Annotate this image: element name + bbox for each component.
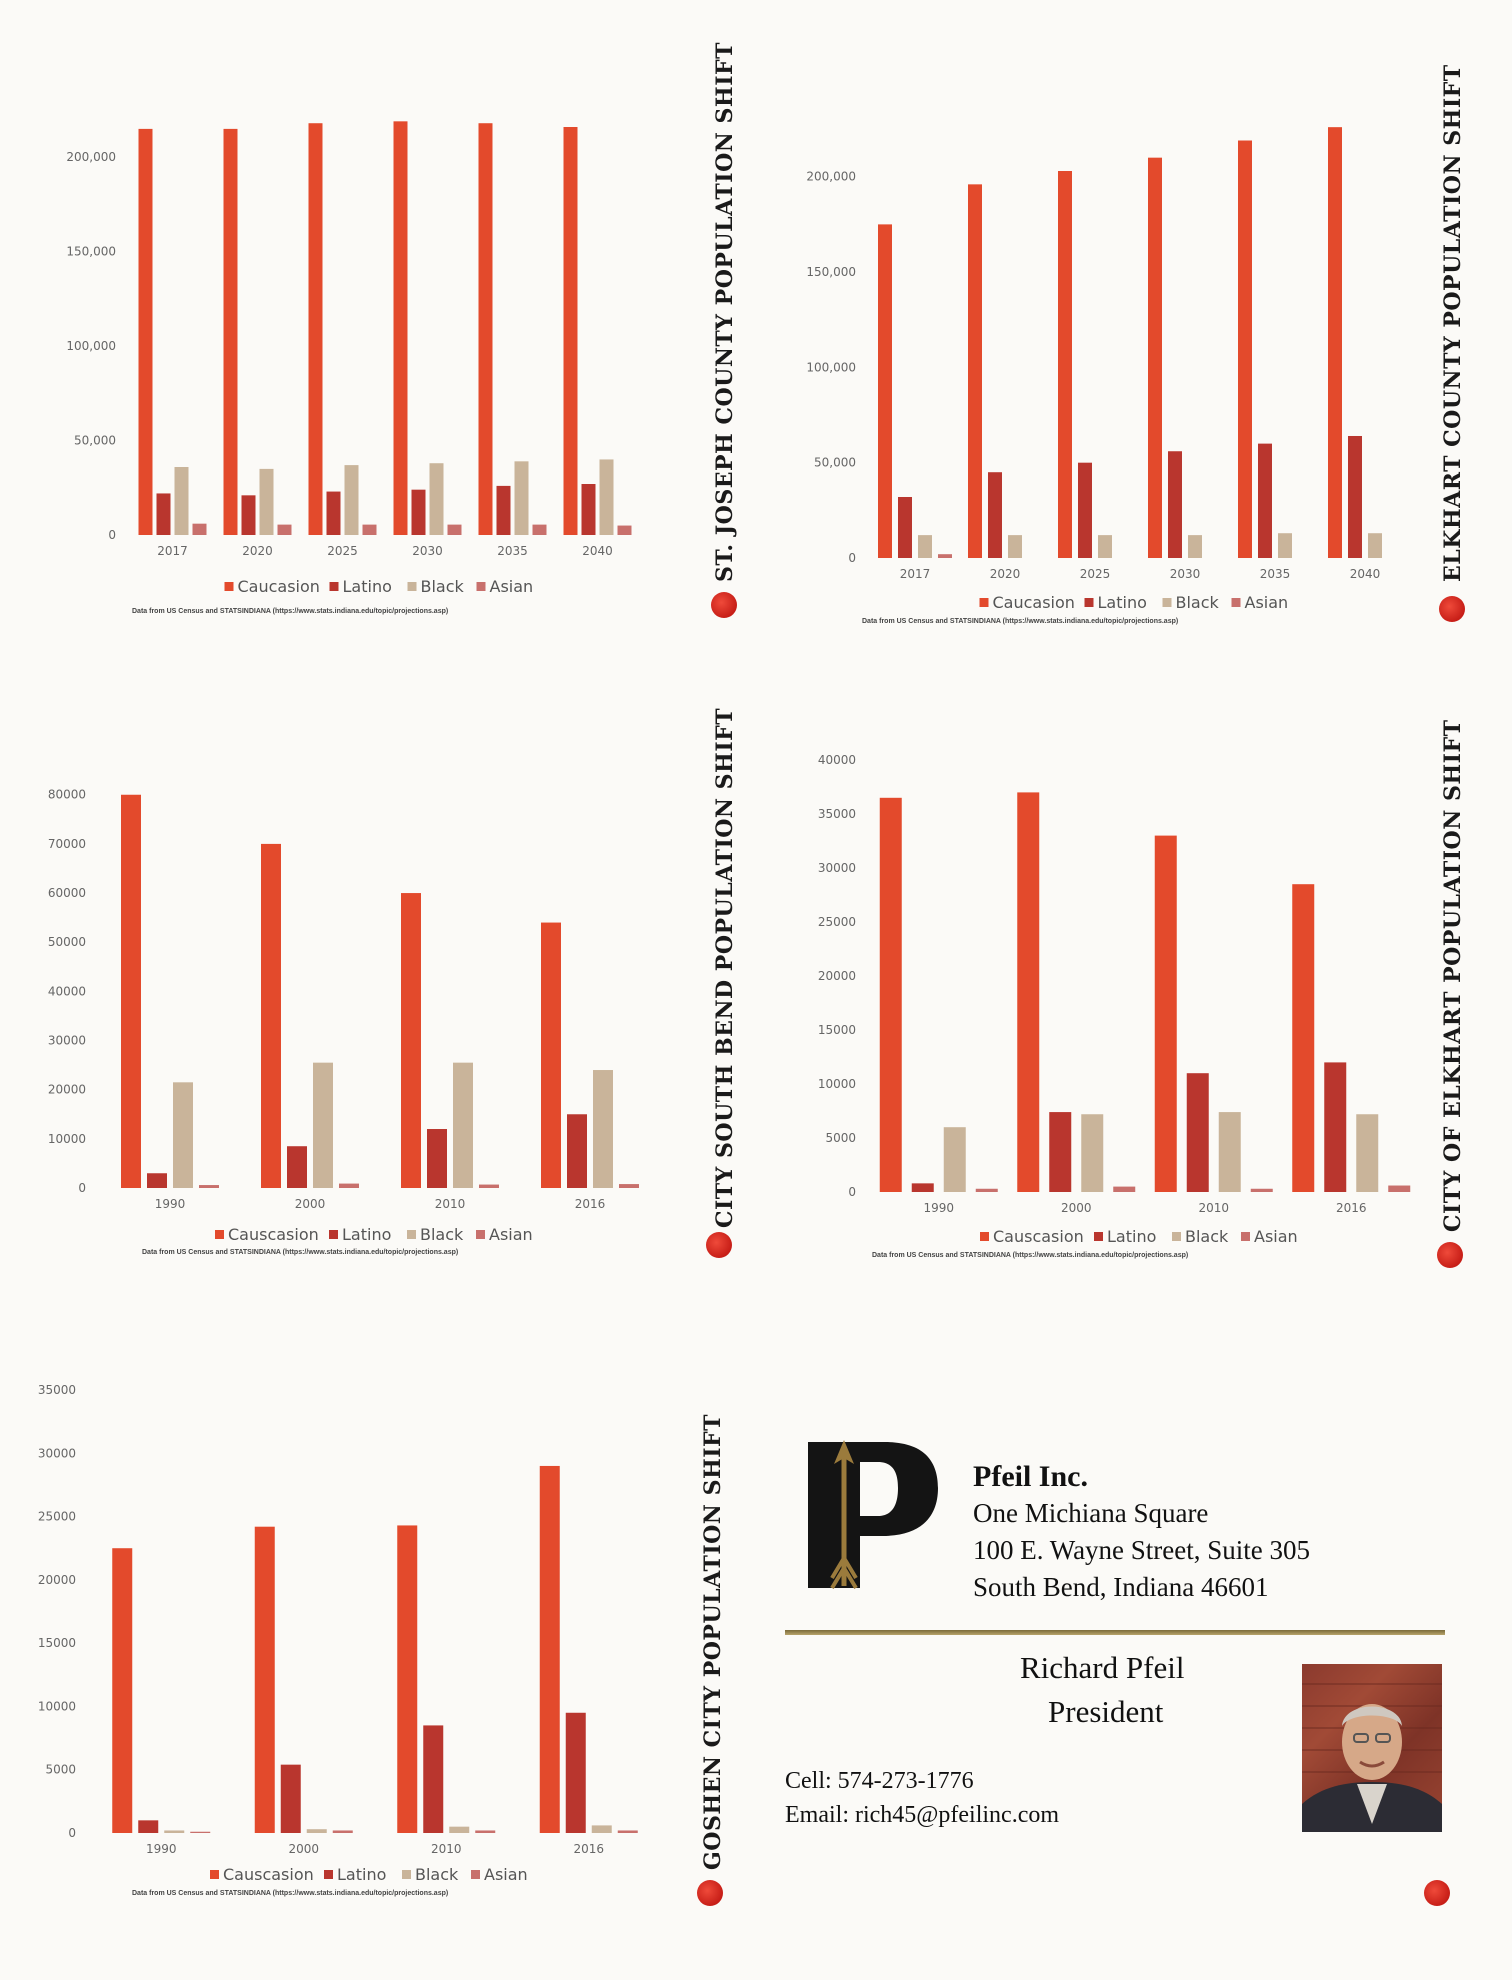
bar-black [307,1829,327,1833]
bar-black [600,459,614,535]
red-dot-icon [697,1880,723,1906]
x-tick-label: 2016 [1335,1201,1367,1215]
bar-black [1188,535,1202,558]
bar-caucasion [1155,836,1177,1192]
bar-caucasion [394,121,408,535]
y-tick-label: 150,000 [806,265,856,280]
bar-black [592,1825,612,1833]
legend-swatch [477,582,486,591]
bar-caucasion [401,893,421,1188]
red-dot-icon [1424,1880,1450,1906]
red-dot-icon [1437,1242,1463,1268]
legend-swatch [1163,598,1172,607]
x-tick-label: 2016 [574,1197,606,1211]
y-tick-label: 0 [78,1181,86,1195]
legend-swatch [1232,598,1241,607]
chart-source: Data from US Census and STATSINDIANA (https://www.stats.indiana.edu/topic/projections.asp) [872,1252,1189,1259]
chart-source: Data from US Census and STATSINDIANA (https://www.stats.indiana.edu/topic/projections.asp) [862,618,1179,625]
y-tick-label: 25000 [817,915,856,929]
bar-latino [898,497,912,558]
bar-asian [190,1832,210,1833]
red-dot-icon [706,1232,732,1258]
bar-latino [497,486,511,535]
bar-black [593,1070,613,1188]
y-tick-label: 50,000 [814,455,856,470]
legend-swatch [210,1870,219,1879]
legend-label: Latino [1097,593,1147,612]
bar-asian [479,1185,499,1188]
chart-title: ELKHART COUNTY POPULATION SHIFT [1440,64,1466,582]
portrait-photo [1302,1664,1442,1832]
y-tick-label: 15000 [817,1023,856,1037]
address-line-1: One Michiana Square [973,1498,1209,1528]
bar-black [1098,535,1112,558]
bar-latino [1168,451,1182,558]
bar-caucasion [479,123,493,535]
bar-black [1081,1114,1103,1192]
y-tick-label: 15000 [37,1636,76,1651]
y-tick-label: 40000 [47,984,86,999]
bar-black [918,535,932,558]
person-name: Richard Pfeil [1020,1650,1185,1685]
bar-asian [339,1184,359,1188]
bar-caucasion [1058,171,1072,558]
bar-caucasion [880,798,902,1192]
bar-latino [138,1820,158,1833]
y-tick-label: 100,000 [66,339,116,354]
y-tick-label: 70000 [47,836,86,851]
legend-swatch [1172,1232,1181,1241]
bar-black [449,1827,469,1833]
bar-latino [1348,436,1362,558]
y-tick-label: 10000 [47,1131,86,1146]
address-line-3: South Bend, Indiana 46601 [973,1572,1269,1602]
legend-label: Black [420,1225,464,1244]
chart-goshen-city [20,1370,680,1910]
x-tick-label: 2020 [989,567,1021,581]
y-tick-label: 20000 [817,969,856,983]
y-tick-label: 35000 [37,1383,76,1397]
chart-elkhart-county [770,80,1430,640]
bar-latino [566,1713,586,1833]
person-role: President [1048,1694,1164,1729]
chart-svg [40,80,660,640]
bar-caucasion [309,123,323,535]
bar-latino [1078,463,1092,558]
bar-asian [333,1830,353,1833]
legend-label: Latino [337,1865,387,1884]
bar-black [453,1063,473,1188]
chart-svg [770,740,1430,1270]
bar-caucasion [261,844,281,1188]
bar-asian [533,525,547,535]
company-name: Pfeil Inc. [973,1460,1088,1493]
x-tick-label: 2040 [1349,567,1381,581]
bar-caucasion [397,1525,417,1833]
bar-caucasion [224,129,238,535]
bar-black [1008,535,1022,558]
y-tick-label: 50000 [47,935,86,950]
bar-black [164,1830,184,1833]
y-tick-label: 0 [68,1826,76,1840]
bar-caucasion [1292,884,1314,1192]
legend-label: Asian [1254,1227,1298,1246]
bar-caucasion [139,129,153,535]
legend-label: Black [415,1865,459,1884]
chart-title: CITY SOUTH BEND POPULATION SHIFT [712,707,738,1228]
chart-city-south-bend [40,760,680,1270]
email: Email: rich45@pfeilinc.com [785,1802,1060,1828]
x-tick-label: 1990 [145,1842,177,1856]
y-tick-label: 60000 [47,886,86,901]
bar-latino [242,495,256,535]
bar-latino [988,472,1002,558]
x-tick-label: 2000 [294,1197,326,1211]
bar-black [430,463,444,535]
pfeil-logo-icon [800,1440,940,1590]
legend-swatch [980,598,989,607]
y-tick-label: 25000 [37,1509,76,1524]
y-tick-label: 30000 [37,1446,76,1461]
x-tick-label: 2010 [434,1197,466,1211]
bar-asian [363,525,377,535]
bar-black [1278,533,1292,558]
bar-caucasion [121,795,141,1188]
x-tick-label: 2030 [1169,567,1201,581]
bar-latino [412,490,426,535]
bar-black [173,1082,193,1188]
x-tick-label: 2035 [497,544,528,558]
bar-latino [912,1183,934,1192]
y-tick-label: 5000 [45,1762,76,1777]
legend-label: Causcasion [223,1865,314,1884]
legend-swatch [330,582,339,591]
y-tick-label: 100,000 [806,360,856,375]
chart-source: Data from US Census and STATSINDIANA (https://www.stats.indiana.edu/topic/projections.asp) [142,1249,459,1256]
legend-label: Causcasion [228,1225,319,1244]
bar-caucasion [1328,127,1342,558]
bar-caucasion [1238,141,1252,558]
legend-label: Causcasion [993,1227,1084,1246]
bar-asian [199,1185,219,1188]
y-tick-label: 10000 [37,1699,76,1714]
legend-label: Asian [489,1225,533,1244]
x-tick-label: 2017 [899,567,931,581]
card-divider [785,1630,1445,1635]
bar-black [175,467,189,535]
bar-caucasion [540,1466,560,1833]
bar-asian [1388,1186,1410,1192]
bar-latino [287,1146,307,1188]
legend-swatch [324,1870,333,1879]
x-tick-label: 2017 [157,544,188,558]
chart-svg [20,1370,680,1910]
x-tick-label: 2020 [242,544,273,558]
bar-latino [1187,1073,1209,1192]
x-tick-label: 2025 [1079,567,1111,581]
chart-city-of-elkhart [770,740,1430,1270]
bar-latino [1324,1062,1346,1192]
chart-source: Data from US Census and STATSINDIANA (https://www.stats.indiana.edu/topic/projections.asp) [132,1890,449,1897]
y-tick-label: 80000 [47,787,86,802]
legend-swatch [329,1230,338,1239]
y-tick-label: 20000 [47,1082,86,1097]
bar-caucasion [541,923,561,1188]
bar-black [944,1127,966,1192]
chart-title: GOSHEN CITY POPULATION SHIFT [700,1413,726,1870]
bar-caucasion [1148,158,1162,558]
chart-title: CITY OF ELKHART POPULATION SHIFT [1440,719,1466,1232]
bar-caucasion [255,1527,275,1833]
bar-caucasion [112,1548,132,1833]
bar-black [1219,1112,1241,1192]
bar-caucasion [878,224,892,558]
x-tick-label: 2025 [327,544,358,558]
bar-black [260,469,274,535]
bar-asian [1251,1189,1273,1192]
legend-label: Latino [1107,1227,1157,1246]
y-tick-label: 0 [848,551,856,565]
bar-latino [427,1129,447,1188]
y-tick-label: 30000 [817,861,856,875]
legend-swatch [407,1230,416,1239]
bar-latino [423,1725,443,1833]
legend-swatch [1241,1232,1250,1241]
y-tick-label: 5000 [825,1131,856,1145]
bar-black [1368,533,1382,558]
bar-latino [281,1765,301,1833]
bar-asian [618,1830,638,1833]
red-dot-icon [711,592,737,618]
legend-label: Asian [484,1865,528,1884]
y-tick-label: 20000 [37,1572,76,1587]
x-tick-label: 2016 [573,1842,605,1856]
bar-latino [567,1114,587,1188]
legend-label: Black [1185,1227,1229,1246]
legend-swatch [408,582,417,591]
bar-latino [1258,444,1272,558]
bar-asian [278,525,292,535]
y-tick-label: 30000 [47,1033,86,1048]
bar-asian [938,554,952,558]
x-tick-label: 2000 [288,1842,320,1856]
legend-label: Asian [489,577,534,596]
legend-swatch [980,1232,989,1241]
y-tick-label: 200,000 [806,169,856,184]
legend-swatch [1085,598,1094,607]
legend-label: Asian [1244,593,1289,612]
legend-swatch [215,1230,224,1239]
x-tick-label: 2040 [582,544,613,558]
chart-st-joseph-county [40,80,660,640]
legend-label: Latino [342,577,392,596]
x-tick-label: 1990 [923,1201,955,1215]
bar-asian [976,1189,998,1192]
legend-label: Caucasion [992,593,1075,612]
x-tick-label: 2000 [1060,1201,1092,1215]
y-tick-label: 35000 [817,807,856,821]
y-tick-label: 50,000 [74,433,116,448]
bar-caucasion [968,184,982,558]
y-tick-label: 0 [848,1185,856,1199]
bar-black [515,461,529,535]
bar-black [1356,1114,1378,1192]
bar-asian [193,524,207,535]
red-dot-icon [1439,596,1465,622]
bar-asian [1113,1187,1135,1192]
bar-asian [619,1184,639,1188]
y-tick-label: 10000 [817,1077,856,1091]
legend-swatch [1094,1232,1103,1241]
bar-latino [157,493,171,535]
x-tick-label: 2010 [1198,1201,1230,1215]
x-tick-label: 2030 [412,544,443,558]
bar-black [313,1063,333,1188]
legend-label: Black [1175,593,1219,612]
bar-latino [582,484,596,535]
legend-label: Caucasion [237,577,320,596]
chart-title: ST. JOSEPH COUNTY POPULATION SHIFT [712,42,738,582]
bar-latino [147,1173,167,1188]
y-tick-label: 0 [108,528,116,542]
legend-label: Latino [342,1225,392,1244]
bar-asian [448,525,462,535]
bar-asian [475,1830,495,1833]
chart-source: Data from US Census and STATSINDIANA (https://www.stats.indiana.edu/topic/projections.asp) [132,608,449,615]
chart-svg [770,80,1430,640]
y-tick-label: 150,000 [66,244,116,259]
legend-swatch [476,1230,485,1239]
business-card [780,1440,1460,1920]
legend-swatch [471,1870,480,1879]
address-line-2: 100 E. Wayne Street, Suite 305 [973,1535,1311,1565]
y-tick-label: 200,000 [66,150,116,165]
legend-swatch [402,1870,411,1879]
legend-label: Black [420,577,464,596]
x-tick-label: 2035 [1259,567,1291,581]
y-tick-label: 40000 [817,753,856,767]
legend-swatch [225,582,234,591]
bar-caucasion [564,127,578,535]
x-tick-label: 1990 [154,1197,186,1211]
x-tick-label: 2010 [430,1842,462,1856]
bar-black [345,465,359,535]
bar-latino [1049,1112,1071,1192]
cell-phone: Cell: 574-273-1776 [785,1768,974,1794]
bar-latino [327,492,341,535]
chart-svg [40,760,680,1270]
bar-caucasion [1017,792,1039,1192]
bar-asian [618,526,632,535]
